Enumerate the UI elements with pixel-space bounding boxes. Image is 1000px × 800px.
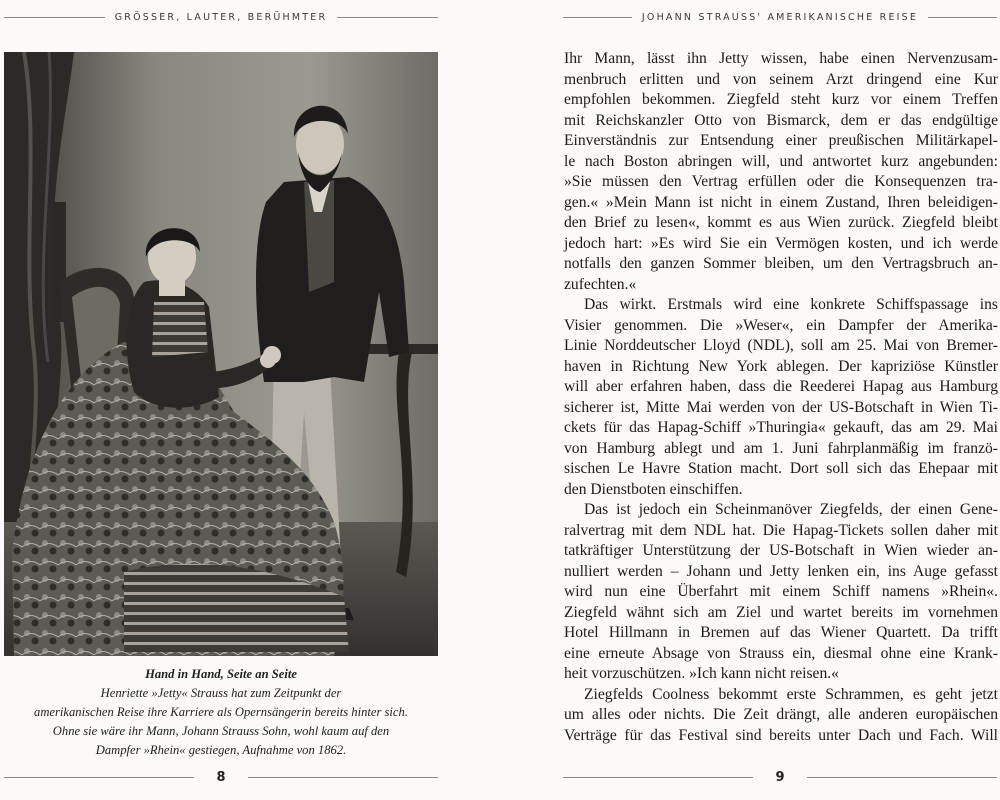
text-line: mit Reichskanzler Otto von Bismarck, dem er das endgültige [564,111,998,129]
portrait-photo [4,52,438,656]
text-line: jedoch hart: »Es wird Sie ein Vermögen kosten, und ich werde [564,234,998,252]
portrait-photo-icon [4,52,438,656]
header-rule [563,17,632,18]
text-line: Linie Norddeutscher Lloyd (NDL), soll am 25. Mai von Bremer- [564,337,998,354]
text-line: Verträge für das Festival sind bereits unter Dach und Fach. Will [564,726,998,744]
page-footer-right [563,767,997,787]
text-line: gen.« »Mein Mann ist nicht in einem Zustand, Ihren beleidigen- [564,193,998,211]
text-line: Einverständnis zur Entsendung einer preußischen Militärkapel- [564,132,998,149]
running-head-title: GRÖSSER, LAUTER, BERÜHMTER [114,11,328,23]
text-line: empfohlen bekommen. Ziegfeld steht kurz vor einem Treffen [564,91,998,108]
header-rule [928,17,997,18]
text-line: Das ist jedoch ein Scheinmanöver Ziegfelds, der einen Gene- [584,501,998,518]
caption-line: Dampfer »Rhein« gestiegen, Aufnahme von 1862. [95,743,347,757]
text-line: menbruch erlitten und von seinem Arzt dringend eine Kur [564,70,998,88]
footer-rule [563,777,753,778]
running-head-title: JOHANN STRAUSS' AMERIKANISCHE REISE [641,11,919,23]
text-line: sischen Le Havre Station macht. Dort soll sich das Ehepaar mit [564,460,998,477]
text-line: um alles oder nichts. Die Zeit drängt, alle anderen europäischen [564,706,998,723]
caption-title: Hand in Hand, Seite an Seite [145,667,297,681]
text-line: Das wirkt. Erstmals wird eine konkrete Schiffspassage ins [584,296,998,313]
text-line: nulliert werden – Johann und Jetty lenken ein, ins Auge gefasst [564,562,998,580]
header-rule [4,17,105,18]
page-number: 9 [775,769,785,785]
text-line: zufechten.« [564,275,637,293]
text-line: ralvertrag mit dem NDL hat. Die Hapag-Tickets sollen daher mit [564,521,998,539]
footer-rule [807,777,997,778]
running-head-left [4,10,438,24]
text-line: will aber erfahren haben, dass die Reederei Hapag aus Hamburg [564,378,998,395]
caption-line: amerikanischen Reise ihre Karriere als Opernsängerin bereits hinter sich. [34,705,408,719]
text-line: tatkräftiger Unterstützung der US-Botschaft in Wien wieder an- [564,542,998,559]
text-line: ckets für das Hapag-Schiff »Thuringia« gekauft, das am 29. Mai [564,419,998,436]
text-line: von Hamburg ablegt und am 1. Juni fahrplanmäßig im franzö- [564,439,998,457]
caption-line: Henriette »Jetty« Strauss hat zum Zeitpunkt der [100,686,342,700]
footer-rule [248,777,438,778]
caption-line: Ohne sie wäre ihr Mann, Johann Strauss Sohn, wohl kaum auf den [52,724,390,738]
page-footer-left [4,767,438,787]
text-line: den Dienstboten einschiffen. [564,480,743,498]
text-line: eine erneute Absage von Strauss ein, diesmal ohne eine Krank- [564,644,998,662]
text-line: »Sie müssen den Vertrag erfüllen oder die Konsequenzen tra- [564,173,998,190]
text-line: wird nun eine Überfahrt mit einem Schiff namens »Rhein«. [564,583,998,600]
header-rule [337,17,438,18]
photo-caption [4,665,438,760]
text-line: notfalls den ganzen Sommer bleiben, um den Vertragsbruch an- [564,255,998,272]
text-line: Ziegfelds Coolness bekommt erste Schrammen, es geht jetzt [584,685,998,703]
text-line: Visier genommen. Die »Weser«, ein Dampfer der Amerika- [564,316,998,334]
text-line: le nach Boston abringen will, und antwortet kurz angebunden: [564,152,998,170]
text-line: den Brief zu lesen«, kommt es aus Wien zurück. Ziegfeld bleibt [564,214,998,231]
footer-rule [4,777,194,778]
text-line: Ziegfeld wähnt sich am Ziel und wartet bereits im vornehmen [564,603,998,621]
text-line: sicherer ist, Mitte Mai werden von der US-Botschaft in Wien Ti- [564,398,998,416]
body-text [564,49,998,746]
running-head-right [563,10,997,24]
text-line: Ihr Mann, lässt ihn Jetty wissen, habe einen Nervenzusam- [564,50,998,67]
text-line: haven in Richtung New York ablegen. Der kapriziöse Künstler [564,357,998,375]
text-line: Hotel Hillmann in Bremen auf das Wiener Quartett. Da trifft [564,624,998,641]
page-number: 8 [216,769,226,785]
text-line: heit vorzuschützen. »Ich kann nicht reisen.« [564,665,839,682]
